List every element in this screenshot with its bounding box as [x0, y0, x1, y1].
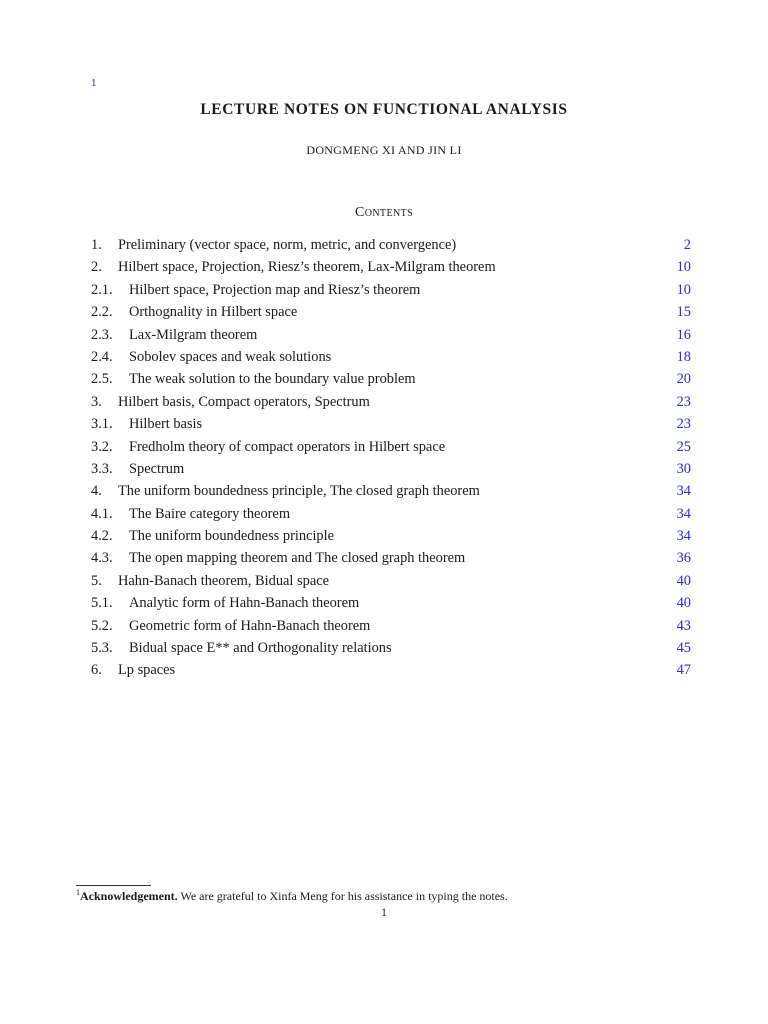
toc-page-link[interactable]: 47	[676, 662, 691, 679]
toc-entry-title: Lax-Milgram theorem	[129, 326, 258, 343]
toc-entry-title: The uniform boundedness principle, The closed graph theorem	[118, 483, 480, 500]
toc-entry-number: 5.2.	[91, 617, 113, 634]
toc-entry-title: The open mapping theorem and The closed graph theorem	[129, 550, 466, 567]
toc-entry-title: Analytic form of Hahn-Banach theorem	[129, 595, 360, 612]
toc-entry-number: 4.3.	[91, 550, 113, 567]
toc-entry-title: Bidual space E** and Orthogonality relations	[129, 640, 392, 657]
footnote	[76, 888, 508, 904]
toc-page-link[interactable]: 2	[683, 237, 691, 253]
toc-entry-title: Hilbert space, Projection map and Riesz’s theorem	[129, 281, 421, 298]
toc-entry-title: The uniform boundedness principle	[129, 528, 335, 545]
toc-entry-number: 3.1.	[91, 416, 113, 433]
toc-entry[interactable]	[91, 301, 691, 323]
toc-entry-title: Sobolev spaces and weak solutions	[129, 348, 332, 365]
toc-entry-number: 2.3.	[91, 326, 113, 343]
toc-entry-number: 3.3.	[91, 460, 113, 477]
footnote-divider	[76, 885, 151, 886]
toc-entry-number: 4.1.	[91, 505, 113, 522]
toc-page-link[interactable]: 23	[676, 393, 691, 410]
toc-entry-title: Orthognality in Hilbert space	[129, 304, 298, 321]
toc-page-link[interactable]: 34	[676, 483, 691, 500]
toc-page-link[interactable]: 45	[676, 640, 691, 657]
toc-entry-number: 3.2.	[91, 438, 113, 455]
toc-entry-title: Geometric form of Hahn-Banach theorem	[129, 617, 371, 634]
toc-entry-number: 2.1.	[91, 281, 113, 298]
toc-page-link[interactable]: 15	[676, 304, 691, 321]
toc-entry[interactable]	[91, 256, 691, 278]
toc-entry-number: 1.	[91, 237, 102, 253]
toc-page-link[interactable]: 25	[676, 438, 691, 455]
toc-entry-title: Spectrum	[129, 460, 185, 477]
toc-entry-title: The weak solution to the boundary value problem	[129, 371, 416, 388]
toc-page-link[interactable]: 34	[676, 505, 691, 522]
footnote-marker-link[interactable]: 1	[91, 79, 97, 89]
toc-entry-number: 2.	[91, 259, 102, 276]
toc-entry-title: The Baire category theorem	[129, 505, 291, 522]
toc-entry-number: 4.	[91, 483, 102, 500]
toc-entry-title: Hilbert basis, Compact operators, Spectrum	[118, 393, 370, 410]
page-number: 1	[381, 905, 387, 919]
toc-entry[interactable]	[91, 525, 691, 547]
toc-entry[interactable]	[91, 279, 691, 301]
toc-entry-number: 6.	[91, 662, 102, 679]
toc-entry[interactable]	[91, 436, 691, 458]
toc-page-link[interactable]: 20	[676, 371, 691, 388]
toc-entry[interactable]	[91, 480, 691, 502]
toc-entry[interactable]	[91, 659, 691, 681]
toc-page-link[interactable]: 10	[676, 281, 691, 298]
toc-entry[interactable]	[91, 391, 691, 413]
toc-entry-number: 5.3.	[91, 640, 113, 657]
footnote-number: 1	[76, 888, 80, 897]
toc-entry-number: 2.4.	[91, 348, 113, 365]
toc-page-link[interactable]: 10	[676, 259, 691, 276]
toc-entry[interactable]	[91, 547, 691, 569]
toc-entry[interactable]	[91, 234, 691, 256]
toc-entry[interactable]	[91, 615, 691, 637]
toc-page-link[interactable]: 23	[676, 416, 691, 433]
toc-entry-number: 5.1.	[91, 595, 113, 612]
toc-page-link[interactable]: 43	[676, 617, 691, 634]
toc-entry-title: Hilbert space, Projection, Riesz’s theorem, Lax-Milgram theorem	[118, 259, 496, 276]
paper-title: LECTURE NOTES ON FUNCTIONAL ANALYSIS	[200, 101, 568, 118]
toc-entry[interactable]	[91, 458, 691, 480]
toc-entry-number: 2.5.	[91, 371, 113, 388]
toc-page-link[interactable]: 30	[676, 460, 691, 477]
toc-page-link[interactable]: 36	[676, 550, 691, 567]
toc-page-link[interactable]: 18	[676, 348, 691, 365]
toc-entry-number: 4.2.	[91, 528, 113, 545]
toc-entry-title: Hahn-Banach theorem, Bidual space	[118, 572, 329, 589]
toc-entry[interactable]	[91, 368, 691, 390]
toc-page-link[interactable]: 40	[676, 595, 691, 612]
toc-entry[interactable]	[91, 592, 691, 614]
contents-heading: Contents	[354, 205, 414, 220]
table-of-contents	[91, 234, 691, 682]
toc-entry-title: Fredholm theory of compact operators in Hilbert space	[129, 438, 446, 455]
toc-entry-number: 3.	[91, 393, 102, 410]
toc-entry-title: Lp spaces	[118, 662, 176, 679]
toc-entry-title: Hilbert basis	[129, 416, 203, 433]
toc-entry[interactable]	[91, 346, 691, 368]
toc-entry[interactable]	[91, 324, 691, 346]
toc-entry-number: 2.2.	[91, 304, 113, 321]
toc-entry-number: 5.	[91, 572, 102, 589]
toc-page-link[interactable]: 40	[676, 572, 691, 589]
toc-page-link[interactable]: 34	[676, 528, 691, 545]
toc-entry-title: Preliminary (vector space, norm, metric, and convergence)	[118, 237, 457, 253]
toc-entry[interactable]	[91, 570, 691, 592]
toc-page-link[interactable]: 16	[676, 326, 691, 343]
toc-entry[interactable]	[91, 503, 691, 525]
footnote-label: Acknowledgement.	[80, 889, 178, 903]
footnote-text: We are grateful to Xinfa Meng for his assistance in typing the notes.	[177, 889, 508, 903]
toc-entry[interactable]	[91, 413, 691, 435]
paper-authors: DONGMENG XI AND JIN LI	[306, 143, 462, 157]
toc-entry[interactable]	[91, 637, 691, 659]
